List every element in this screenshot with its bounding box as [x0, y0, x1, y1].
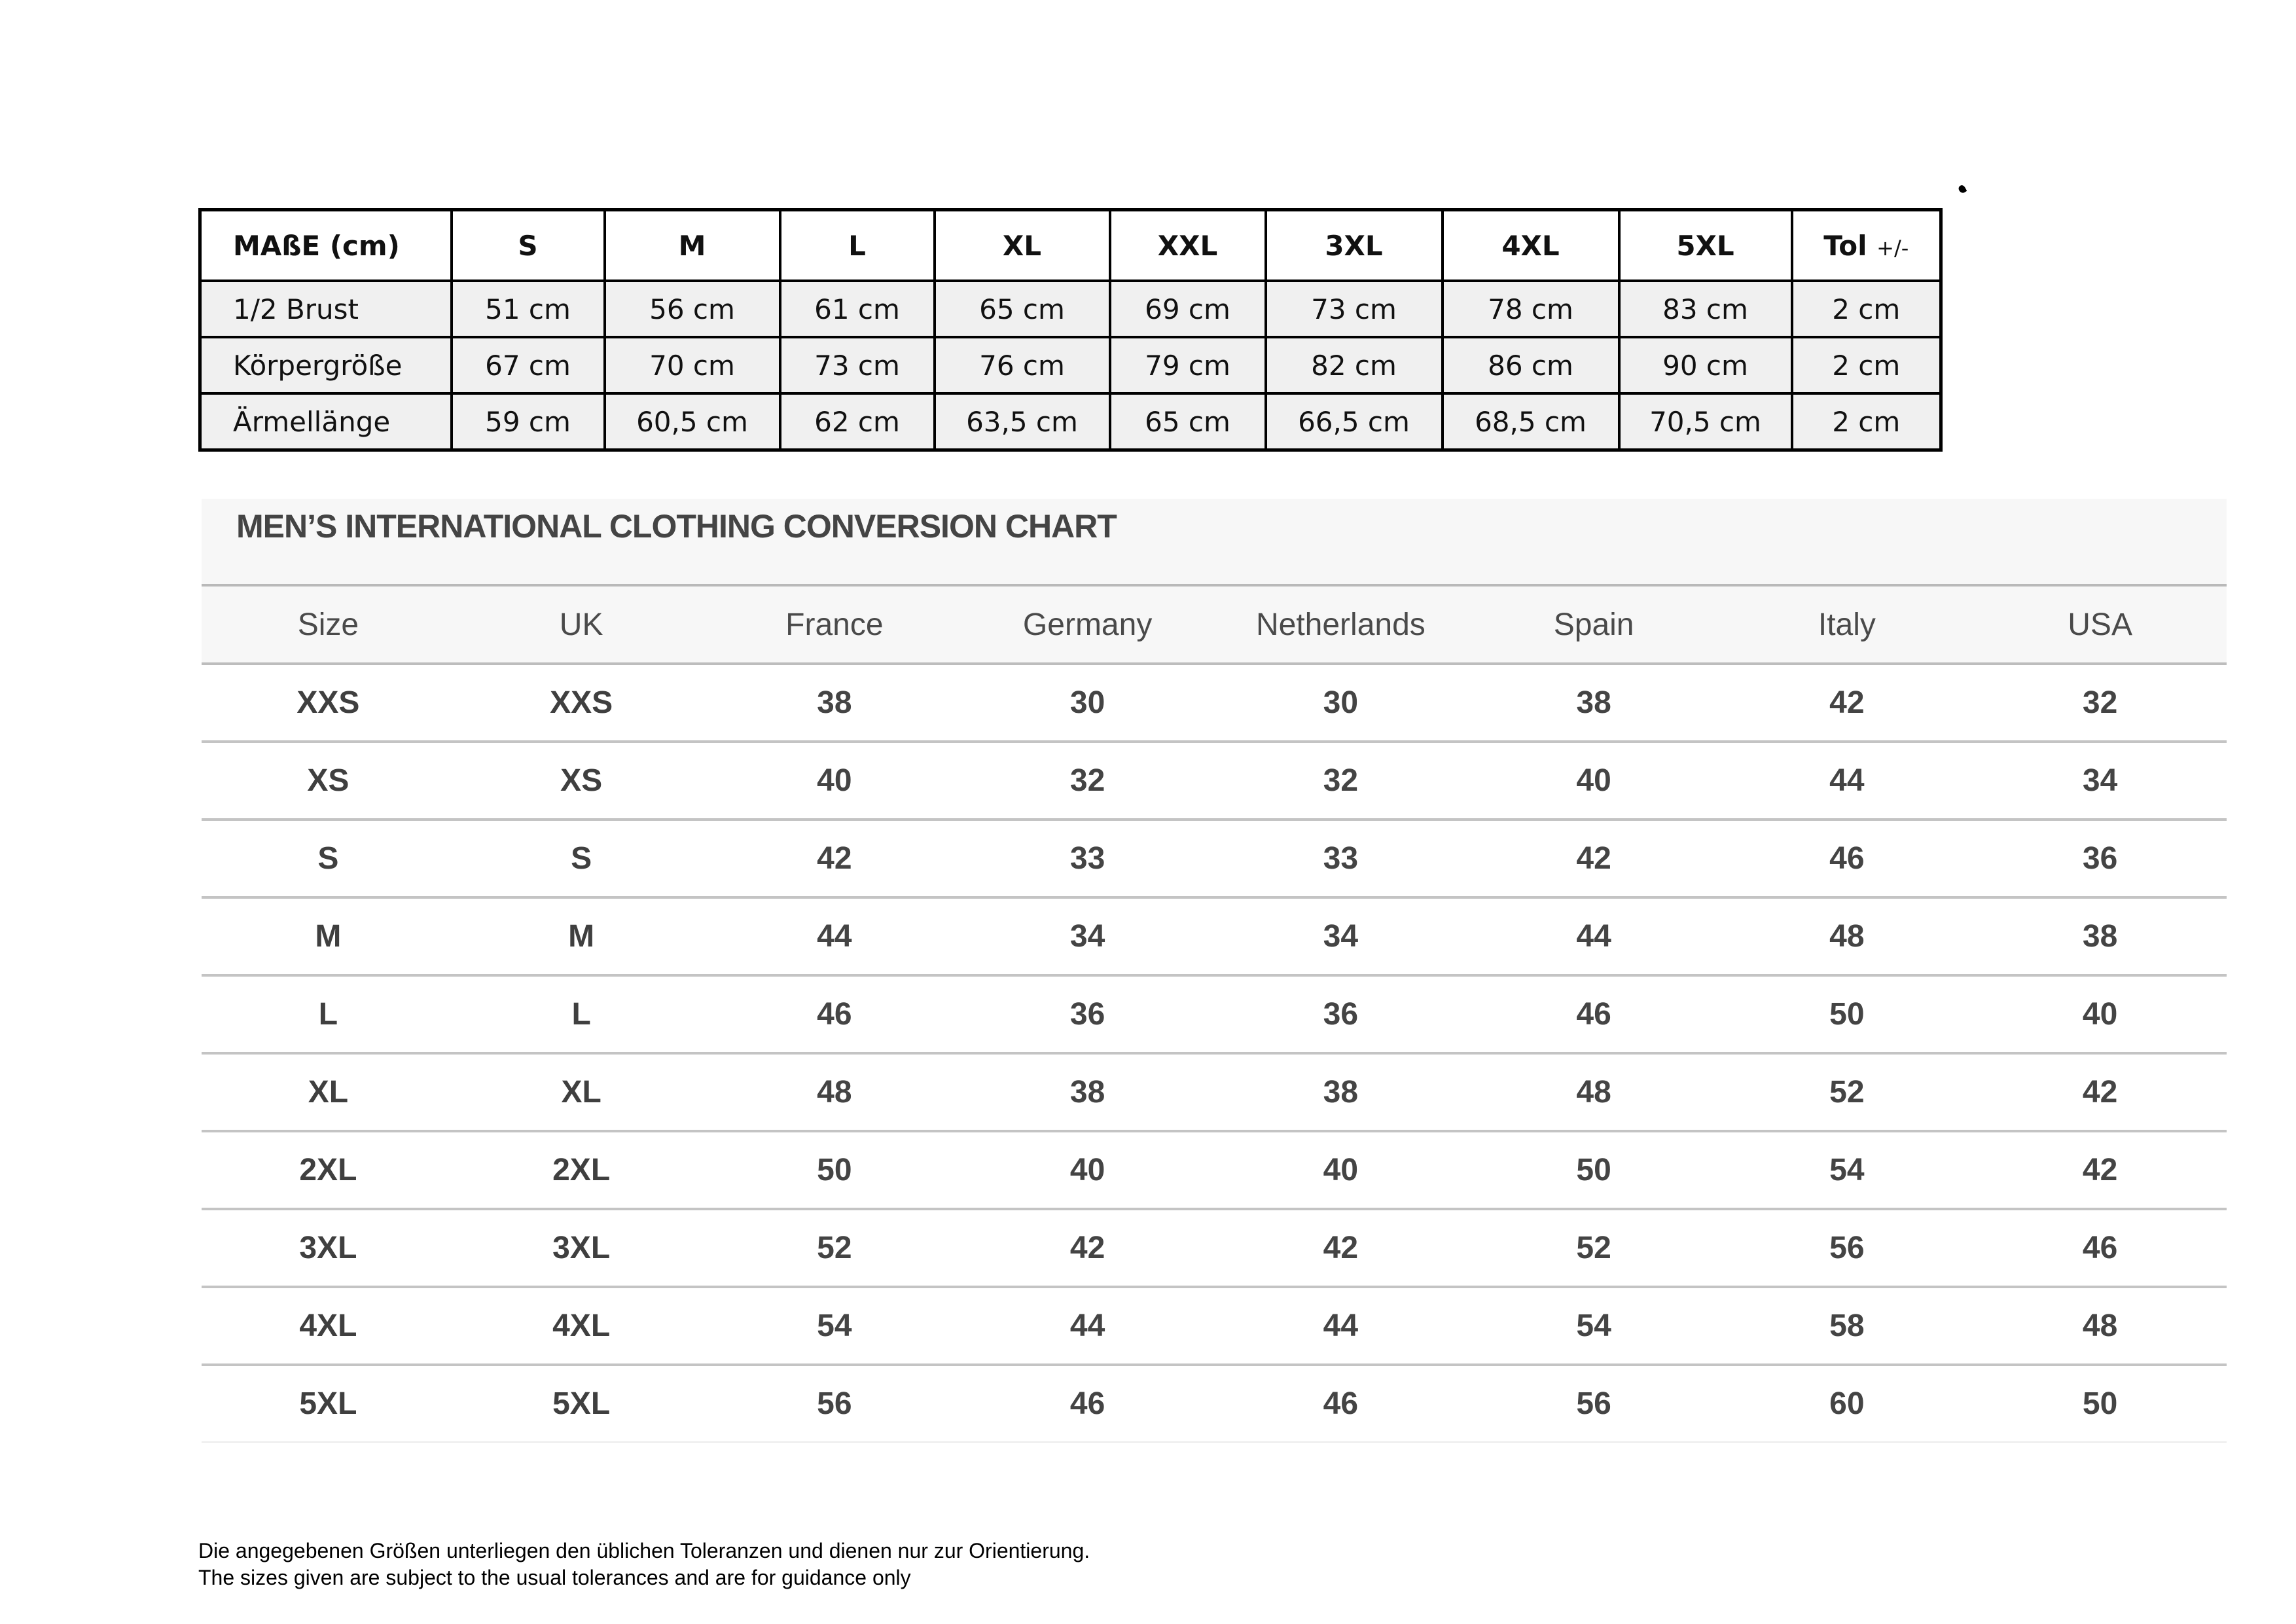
conversion-cell: 34 [1973, 742, 2227, 820]
measurement-cell: 63,5 cm [935, 393, 1110, 450]
conversion-title-bar [202, 499, 2227, 586]
footnote-english: The sizes given are subject to the usual tolerances and are for guidance only [198, 1566, 911, 1589]
measurement-row-height [200, 337, 1941, 393]
conversion-cell: 38 [1467, 664, 1721, 742]
tolerance-unit: +/- [1876, 235, 1909, 261]
conversion-cell: XS [455, 742, 708, 820]
measurement-cell: 51 cm [452, 281, 605, 337]
conversion-cell: 42 [1973, 1131, 2227, 1209]
conversion-cell: 40 [708, 742, 961, 820]
column-header-size: Size [202, 586, 455, 664]
measurement-cell: 73 cm [1266, 281, 1443, 337]
conversion-row [202, 1365, 2227, 1442]
measurement-cell: 70 cm [605, 337, 780, 393]
measurements-header-row [200, 210, 1941, 281]
conversion-cell: 5XL [202, 1365, 455, 1442]
conversion-cell: 3XL [455, 1209, 708, 1287]
conversion-chart [202, 499, 2227, 1443]
measurement-cell: 62 cm [780, 393, 935, 450]
conversion-cell: 46 [1214, 1365, 1467, 1442]
row-label: 1/2 Brust [200, 281, 452, 337]
conversion-cell: 4XL [202, 1287, 455, 1365]
conversion-cell: 54 [1721, 1131, 1974, 1209]
measurement-cell: 82 cm [1266, 337, 1443, 393]
conversion-cell: 42 [1214, 1209, 1467, 1287]
conversion-title: MEN’S INTERNATIONAL CLOTHING CONVERSION CHART [236, 508, 1117, 545]
conversion-cell: 36 [1214, 975, 1467, 1053]
measurement-cell: 68,5 cm [1443, 393, 1619, 450]
size-header-5xl: 5XL [1619, 210, 1792, 281]
conversion-cell: 46 [708, 975, 961, 1053]
size-header-3xl: 3XL [1266, 210, 1443, 281]
conversion-row [202, 1209, 2227, 1287]
conversion-body [202, 664, 2227, 1442]
measurement-cell: 66,5 cm [1266, 393, 1443, 450]
conversion-cell: 4XL [455, 1287, 708, 1365]
conversion-cell: 44 [708, 897, 961, 975]
conversion-cell: 56 [708, 1365, 961, 1442]
size-header-m: M [605, 210, 780, 281]
corner-ink-mark [1958, 184, 1967, 194]
conversion-cell: 40 [1214, 1131, 1467, 1209]
conversion-cell: 52 [708, 1209, 961, 1287]
conversion-row [202, 664, 2227, 742]
conversion-cell: 36 [1973, 820, 2227, 897]
conversion-cell: 44 [1721, 742, 1974, 820]
conversion-row [202, 1131, 2227, 1209]
conversion-cell: 38 [708, 664, 961, 742]
tolerance-label: Tol [1823, 229, 1867, 262]
footnote-german: Die angegebenen Größen unterliegen den üblichen Toleranzen und dienen nur zur Orientierung. [198, 1539, 1090, 1562]
conversion-cell: 50 [1721, 975, 1974, 1053]
column-header-spain: Spain [1467, 586, 1721, 664]
conversion-cell: 56 [1467, 1365, 1721, 1442]
conversion-cell: L [455, 975, 708, 1053]
conversion-cell: 30 [961, 664, 1214, 742]
conversion-row [202, 742, 2227, 820]
conversion-cell: 48 [708, 1053, 961, 1131]
conversion-cell: XL [455, 1053, 708, 1131]
conversion-row [202, 1053, 2227, 1131]
size-header-l: L [780, 210, 935, 281]
conversion-cell: 32 [961, 742, 1214, 820]
row-label: Ärmellänge [200, 393, 452, 450]
conversion-cell: 44 [961, 1287, 1214, 1365]
measurement-cell: 65 cm [935, 281, 1110, 337]
conversion-header-row [202, 586, 2227, 664]
conversion-cell: 42 [1467, 820, 1721, 897]
conversion-cell: 44 [1467, 897, 1721, 975]
column-header-netherlands: Netherlands [1214, 586, 1467, 664]
row-label: Körpergröße [200, 337, 452, 393]
size-header-4xl: 4XL [1443, 210, 1619, 281]
conversion-cell: XXS [202, 664, 455, 742]
conversion-cell: 46 [1721, 820, 1974, 897]
conversion-cell: L [202, 975, 455, 1053]
conversion-cell: 34 [1214, 897, 1467, 975]
conversion-cell: 40 [1467, 742, 1721, 820]
conversion-cell: 34 [961, 897, 1214, 975]
measurement-cell: 69 cm [1110, 281, 1266, 337]
conversion-cell: 58 [1721, 1287, 1974, 1365]
conversion-cell: M [202, 897, 455, 975]
tolerance-cell: 2 cm [1792, 393, 1941, 450]
conversion-row [202, 820, 2227, 897]
conversion-cell: 42 [1973, 1053, 2227, 1131]
conversion-cell: 33 [961, 820, 1214, 897]
conversion-cell: 42 [961, 1209, 1214, 1287]
conversion-cell: 2XL [202, 1131, 455, 1209]
conversion-cell: 46 [1467, 975, 1721, 1053]
size-header-xxl: XXL [1110, 210, 1266, 281]
column-header-france: France [708, 586, 961, 664]
conversion-cell: 56 [1721, 1209, 1974, 1287]
size-header-s: S [452, 210, 605, 281]
footnote [198, 1538, 1090, 1591]
conversion-cell: 2XL [455, 1131, 708, 1209]
conversion-cell: 32 [1973, 664, 2227, 742]
conversion-cell: 33 [1214, 820, 1467, 897]
conversion-table [202, 586, 2227, 1443]
conversion-cell: 36 [961, 975, 1214, 1053]
conversion-cell: 46 [1973, 1209, 2227, 1287]
measurements-header-label: MAßE (cm) [200, 210, 452, 281]
measurement-cell: 76 cm [935, 337, 1110, 393]
conversion-cell: XS [202, 742, 455, 820]
measurement-cell: 60,5 cm [605, 393, 780, 450]
conversion-cell: 30 [1214, 664, 1467, 742]
conversion-cell: 42 [1721, 664, 1974, 742]
conversion-cell: 52 [1721, 1053, 1974, 1131]
column-header-germany: Germany [961, 586, 1214, 664]
conversion-cell: S [202, 820, 455, 897]
conversion-cell: 46 [961, 1365, 1214, 1442]
conversion-row [202, 975, 2227, 1053]
measurement-cell: 67 cm [452, 337, 605, 393]
measurement-cell: 78 cm [1443, 281, 1619, 337]
conversion-cell: 48 [1467, 1053, 1721, 1131]
conversion-cell: 5XL [455, 1365, 708, 1442]
tolerance-cell: 2 cm [1792, 337, 1941, 393]
conversion-cell: 54 [1467, 1287, 1721, 1365]
measurement-cell: 65 cm [1110, 393, 1266, 450]
conversion-cell: 60 [1721, 1365, 1974, 1442]
conversion-cell: XL [202, 1053, 455, 1131]
conversion-cell: 50 [1467, 1131, 1721, 1209]
conversion-cell: 44 [1214, 1287, 1467, 1365]
measurements-table [198, 208, 1943, 452]
measurement-row-sleeve [200, 393, 1941, 450]
column-header-italy: Italy [1721, 586, 1974, 664]
measurement-cell: 70,5 cm [1619, 393, 1792, 450]
conversion-cell: XXS [455, 664, 708, 742]
conversion-cell: 40 [961, 1131, 1214, 1209]
conversion-row [202, 1287, 2227, 1365]
conversion-cell: 50 [1973, 1365, 2227, 1442]
measurement-cell: 61 cm [780, 281, 935, 337]
measurement-cell: 90 cm [1619, 337, 1792, 393]
measurement-cell: 83 cm [1619, 281, 1792, 337]
conversion-cell: 38 [1973, 897, 2227, 975]
measurement-cell: 79 cm [1110, 337, 1266, 393]
conversion-cell: 38 [961, 1053, 1214, 1131]
measurement-row-chest [200, 281, 1941, 337]
conversion-cell: 40 [1973, 975, 2227, 1053]
measurement-cell: 59 cm [452, 393, 605, 450]
conversion-cell: 50 [708, 1131, 961, 1209]
column-header-uk: UK [455, 586, 708, 664]
tolerance-header [1792, 210, 1941, 281]
measurement-cell: 56 cm [605, 281, 780, 337]
conversion-cell: S [455, 820, 708, 897]
conversion-cell: 48 [1973, 1287, 2227, 1365]
conversion-cell: M [455, 897, 708, 975]
conversion-row [202, 897, 2227, 975]
measurement-cell: 86 cm [1443, 337, 1619, 393]
measurement-cell: 73 cm [780, 337, 935, 393]
conversion-cell: 32 [1214, 742, 1467, 820]
conversion-cell: 48 [1721, 897, 1974, 975]
conversion-cell: 3XL [202, 1209, 455, 1287]
conversion-cell: 54 [708, 1287, 961, 1365]
conversion-cell: 52 [1467, 1209, 1721, 1287]
conversion-cell: 38 [1214, 1053, 1467, 1131]
tolerance-cell: 2 cm [1792, 281, 1941, 337]
column-header-usa: USA [1973, 586, 2227, 664]
size-header-xl: XL [935, 210, 1110, 281]
conversion-cell: 42 [708, 820, 961, 897]
